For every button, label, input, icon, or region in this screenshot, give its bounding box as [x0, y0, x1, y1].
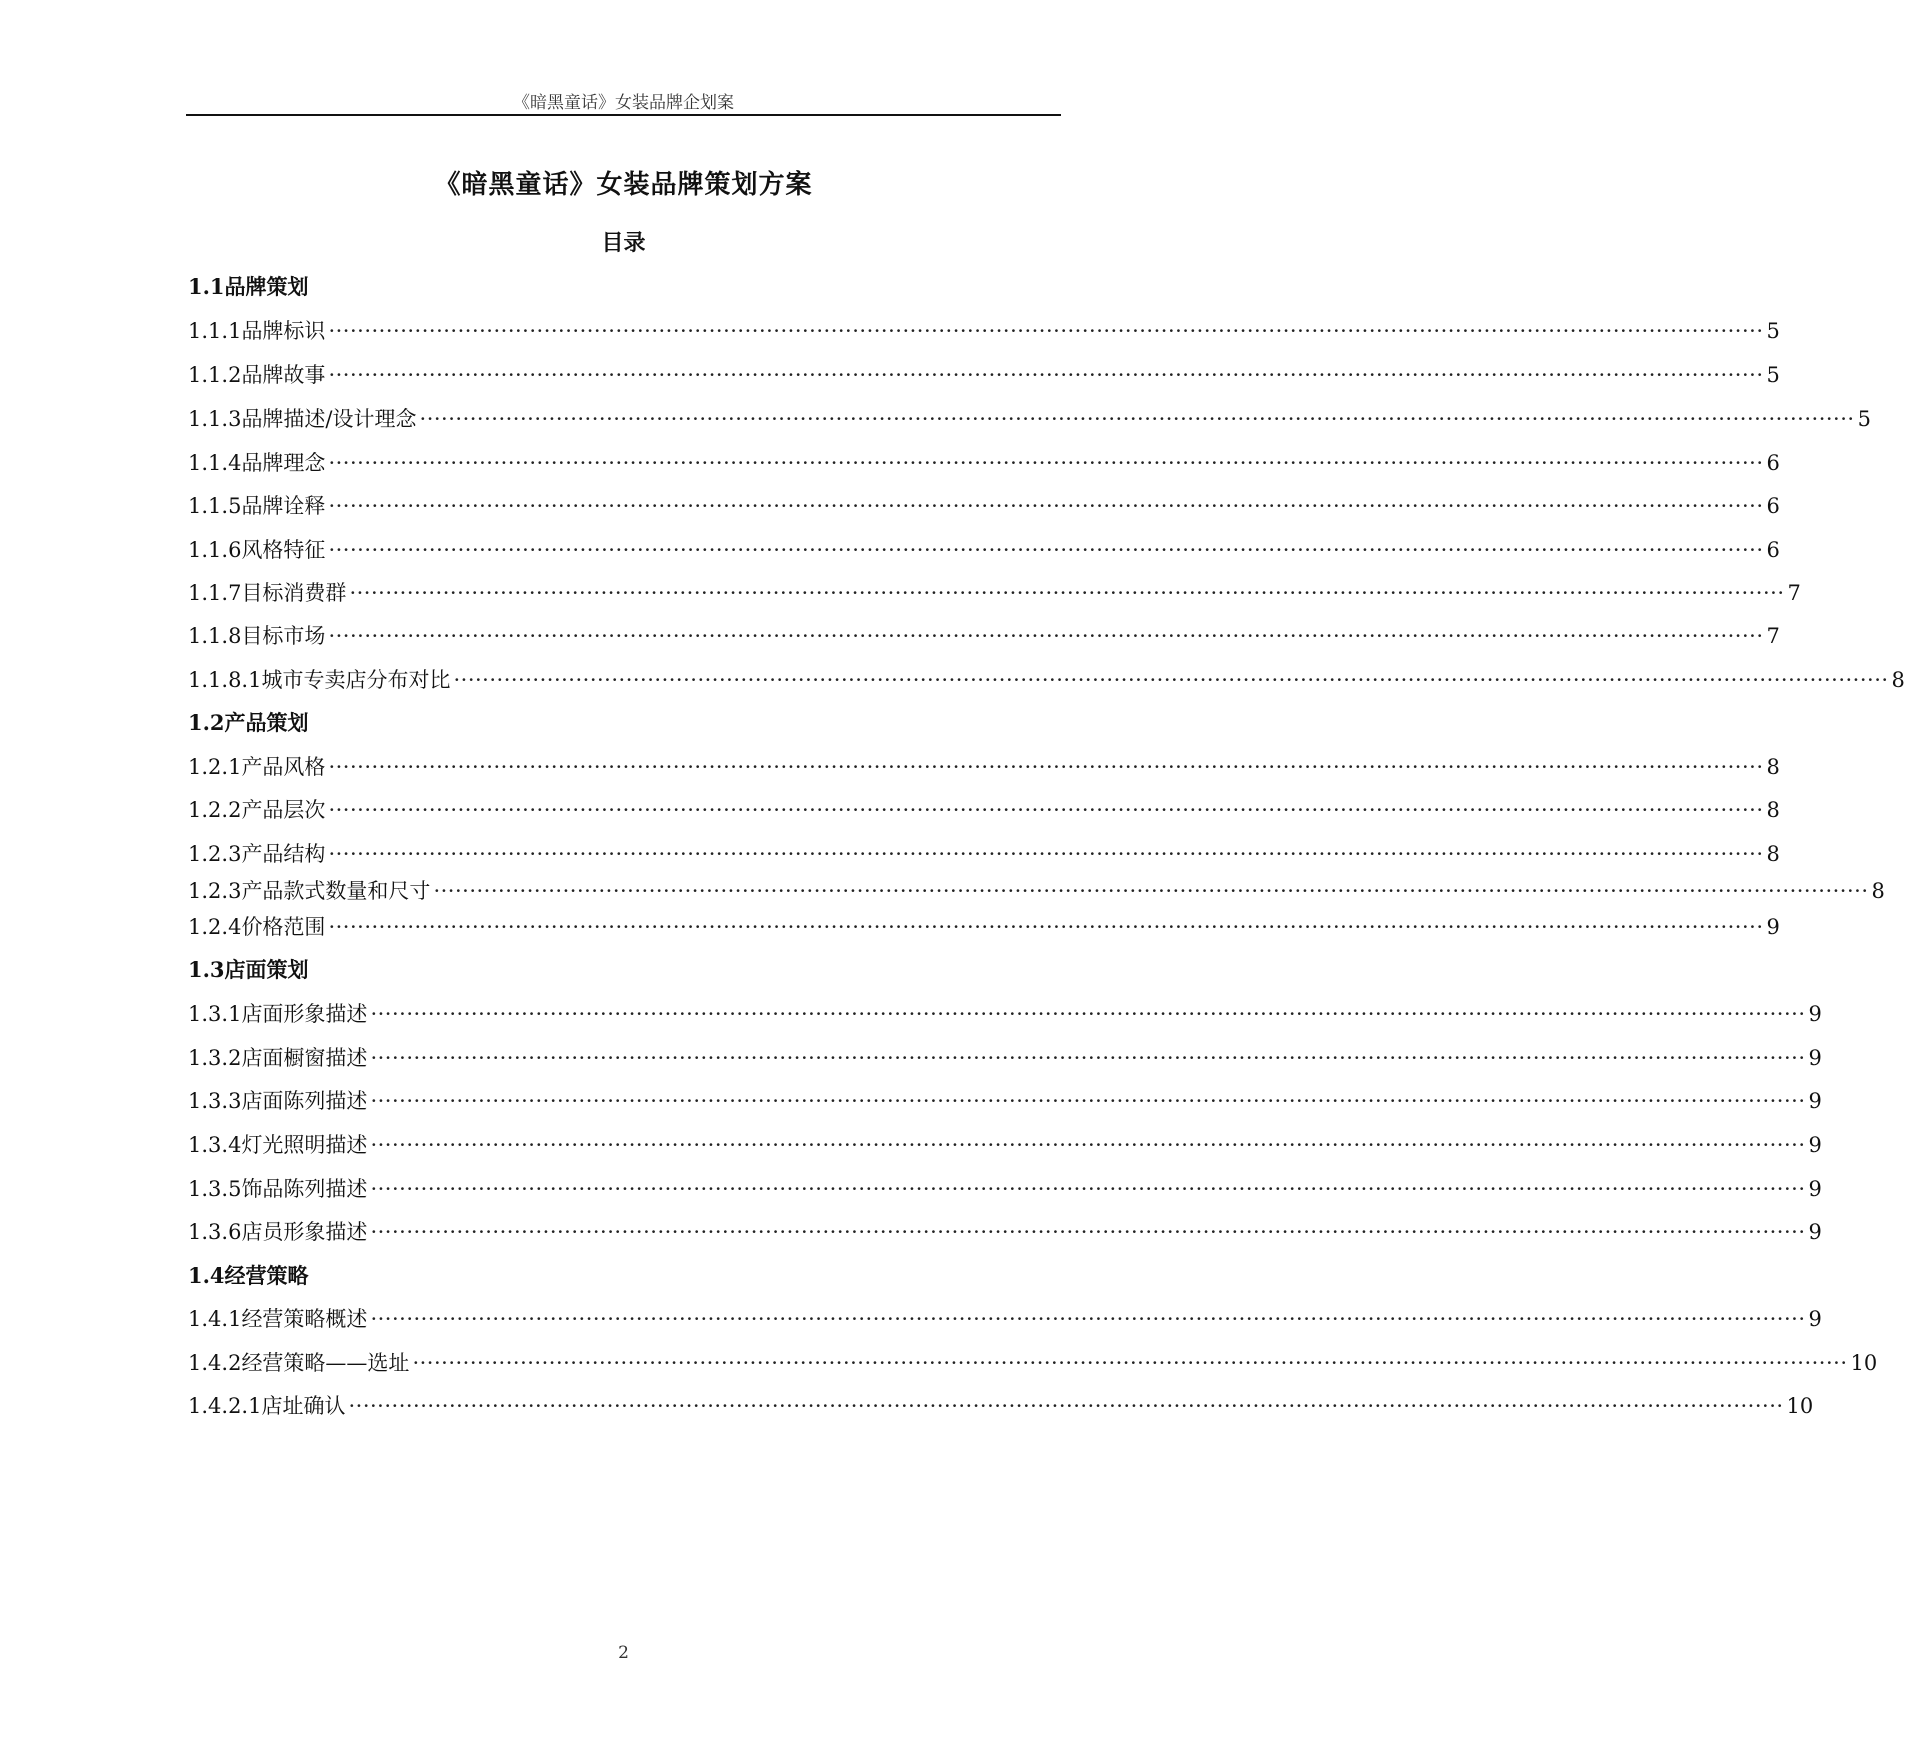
toc-entry[interactable] [188, 360, 1780, 390]
toc-entry[interactable] [188, 1174, 1822, 1204]
toc-dot-leader: ········································································································································································································ [328, 755, 1764, 779]
toc-page-number: 8 [1766, 842, 1780, 866]
toc-dot-leader: ········································································································································································································ [328, 842, 1764, 866]
toc-entry-number: 1.1.8.1 [188, 668, 262, 692]
toc-dot-leader: ········································································································································································································ [370, 1046, 1806, 1070]
toc-section-heading[interactable] [188, 955, 1050, 985]
toc-dot-leader: ········································································································································································································ [370, 1133, 1806, 1157]
toc-section-number: 1.2 [188, 710, 225, 735]
document-title: 《暗黑童话》女装品牌策划方案 [434, 170, 813, 200]
toc-dot-leader: ········································································································································································································ [328, 915, 1764, 939]
toc-entry-label: 灯光照明描述 [241, 1133, 368, 1157]
toc-page-number: 9 [1766, 915, 1780, 939]
toc-entry-number: 1.1.3 [188, 407, 242, 431]
toc-entry-label: 店面橱窗描述 [241, 1046, 368, 1070]
toc-entry-number: 1.1.1 [188, 319, 242, 343]
toc-entry-label: 风格特征 [241, 538, 326, 562]
toc-entry[interactable] [188, 535, 1780, 565]
toc-page-number: 9 [1808, 1089, 1822, 1113]
toc-entry[interactable] [188, 491, 1780, 521]
toc-section-heading[interactable] [188, 1261, 1050, 1291]
toc-page-number: 6 [1766, 538, 1780, 562]
toc-page-number: 10 [1850, 1351, 1878, 1375]
toc-page-number: 8 [1766, 755, 1780, 779]
toc-entry-label: 店面形象描述 [241, 1002, 368, 1026]
toc-dot-leader: ········································································································································································································ [348, 1394, 1784, 1418]
toc-dot-leader: ········································································································································································································ [349, 581, 1785, 605]
toc-entry-number: 1.1.7 [188, 581, 242, 605]
toc-entry[interactable] [188, 795, 1780, 825]
toc-page-number: 5 [1766, 319, 1780, 343]
toc-entry[interactable] [188, 1304, 1822, 1334]
toc-section-label: 产品策划 [224, 710, 309, 735]
toc-page-number: 8 [1891, 668, 1905, 692]
toc-section-number: 1.1 [188, 274, 225, 299]
toc-entry[interactable] [188, 999, 1822, 1029]
toc-entry-number: 1.2.2 [188, 798, 242, 822]
toc-entry-label: 饰品陈列描述 [241, 1177, 368, 1201]
toc-entry-number: 1.2.4 [188, 915, 242, 939]
toc-page-number: 8 [1871, 879, 1885, 903]
toc-page-number: 6 [1766, 451, 1780, 475]
toc-page-number: 5 [1766, 363, 1780, 387]
toc-entry-label: 品牌诠释 [241, 494, 326, 518]
toc-page-number: 8 [1766, 798, 1780, 822]
toc-section-label: 品牌策划 [224, 274, 309, 299]
toc-entry[interactable] [188, 1391, 1814, 1421]
toc-entry-label: 产品风格 [241, 755, 326, 779]
toc-entry-number: 1.2.1 [188, 755, 242, 779]
toc-entry-label: 价格范围 [241, 915, 326, 939]
toc-entry-label: 经营策略概述 [241, 1307, 368, 1331]
toc-entry-label: 店员形象描述 [241, 1220, 368, 1244]
toc-entry[interactable] [188, 839, 1780, 869]
toc-entry-label: 品牌理念 [241, 451, 326, 475]
toc-entry-label: 城市专卖店分布对比 [261, 668, 451, 692]
toc-entry-number: 1.4.1 [188, 1307, 242, 1331]
toc-page-number: 9 [1808, 1046, 1822, 1070]
toc-section-number: 1.4 [188, 1263, 225, 1288]
toc-entry-number: 1.3.3 [188, 1089, 242, 1113]
toc-entry-number: 1.2.3 [188, 879, 242, 903]
toc-page-number: 7 [1766, 624, 1780, 648]
toc-entry[interactable] [188, 1086, 1822, 1116]
toc-section-heading[interactable] [188, 272, 1050, 302]
toc-page-number: 9 [1808, 1307, 1822, 1331]
toc-dot-leader: ········································································································································································································ [328, 363, 1764, 387]
toc-entry[interactable] [188, 912, 1780, 942]
toc-page-number: 9 [1808, 1177, 1822, 1201]
toc-section-number: 1.3 [188, 957, 225, 982]
toc-entry[interactable] [188, 448, 1780, 478]
toc-dot-leader: ········································································································································································································ [328, 798, 1764, 822]
toc-entry-label: 产品结构 [241, 842, 326, 866]
toc-entry-number: 1.3.2 [188, 1046, 242, 1070]
toc-dot-leader: ········································································································································································································ [433, 879, 1869, 903]
toc-page-number: 6 [1766, 494, 1780, 518]
toc-dot-leader: ········································································································································································································ [419, 407, 1855, 431]
toc-dot-leader: ········································································································································································································ [328, 494, 1764, 518]
toc-entry-number: 1.1.6 [188, 538, 242, 562]
toc-entry-label: 店址确认 [261, 1394, 346, 1418]
toc-entry[interactable] [188, 1348, 1878, 1378]
toc-entry-number: 1.1.4 [188, 451, 242, 475]
toc-page-number: 10 [1786, 1394, 1814, 1418]
toc-entry[interactable] [188, 621, 1780, 651]
toc-entry-label: 目标消费群 [241, 581, 347, 605]
toc-entry-number: 1.3.5 [188, 1177, 242, 1201]
toc-entry[interactable] [188, 876, 1885, 906]
toc-entry-label: 经营策略——选址 [241, 1351, 410, 1375]
toc-entry[interactable] [188, 1217, 1822, 1247]
toc-dot-leader: ········································································································································································································ [412, 1351, 1848, 1375]
toc-dot-leader: ········································································································································································································ [328, 451, 1764, 475]
toc-section-heading[interactable] [188, 708, 1050, 738]
toc-entry[interactable] [188, 752, 1780, 782]
toc-entry-number: 1.3.6 [188, 1220, 242, 1244]
toc-dot-leader: ········································································································································································································ [370, 1177, 1806, 1201]
toc-section-label: 经营策略 [224, 1263, 309, 1288]
toc-page-number: 7 [1787, 581, 1801, 605]
toc-dot-leader: ········································································································································································································ [328, 319, 1764, 343]
toc-entry[interactable] [188, 404, 1871, 434]
toc-heading: 目录 [601, 230, 646, 256]
toc-entry[interactable] [188, 578, 1801, 608]
toc-entry-number: 1.1.8 [188, 624, 242, 648]
page-number: 2 [618, 1643, 629, 1663]
toc-entry-label: 产品层次 [241, 798, 326, 822]
toc-entry-number: 1.4.2.1 [188, 1394, 262, 1418]
toc-entry-label: 品牌标识 [241, 319, 326, 343]
toc-dot-leader: ········································································································································································································ [370, 1220, 1806, 1244]
toc-entry-number: 1.3.4 [188, 1133, 242, 1157]
toc-dot-leader: ········································································································································································································ [453, 668, 1889, 692]
toc-page-number: 9 [1808, 1220, 1822, 1244]
toc-entry-label: 品牌故事 [241, 363, 326, 387]
toc-entry[interactable] [188, 1130, 1822, 1160]
toc-page-number: 9 [1808, 1133, 1822, 1157]
toc-entry-label: 产品款式数量和尺寸 [241, 879, 431, 903]
toc-entry-label: 目标市场 [241, 624, 326, 648]
toc-entry[interactable] [188, 316, 1780, 346]
toc-entry-number: 1.4.2 [188, 1351, 242, 1375]
toc-page-number: 5 [1857, 407, 1871, 431]
toc-dot-leader: ········································································································································································································ [370, 1002, 1806, 1026]
toc-dot-leader: ········································································································································································································ [370, 1307, 1806, 1331]
running-header: 《暗黑童话》女装品牌企划案 [513, 93, 734, 113]
toc-entry[interactable] [188, 1043, 1822, 1073]
header-rule [186, 114, 1061, 116]
toc-entry-number: 1.1.2 [188, 363, 242, 387]
toc-dot-leader: ········································································································································································································ [328, 538, 1764, 562]
toc-entry[interactable] [188, 665, 1905, 695]
toc-section-label: 店面策划 [224, 957, 309, 982]
toc-page-number: 9 [1808, 1002, 1822, 1026]
toc-entry-number: 1.1.5 [188, 494, 242, 518]
toc-entry-label: 店面陈列描述 [241, 1089, 368, 1113]
toc-entry-number: 1.3.1 [188, 1002, 242, 1026]
toc-entry-label: 品牌描述/设计理念 [241, 407, 417, 431]
toc-entry-number: 1.2.3 [188, 842, 242, 866]
toc-dot-leader: ········································································································································································································ [328, 624, 1764, 648]
toc-dot-leader: ········································································································································································································ [370, 1089, 1806, 1113]
